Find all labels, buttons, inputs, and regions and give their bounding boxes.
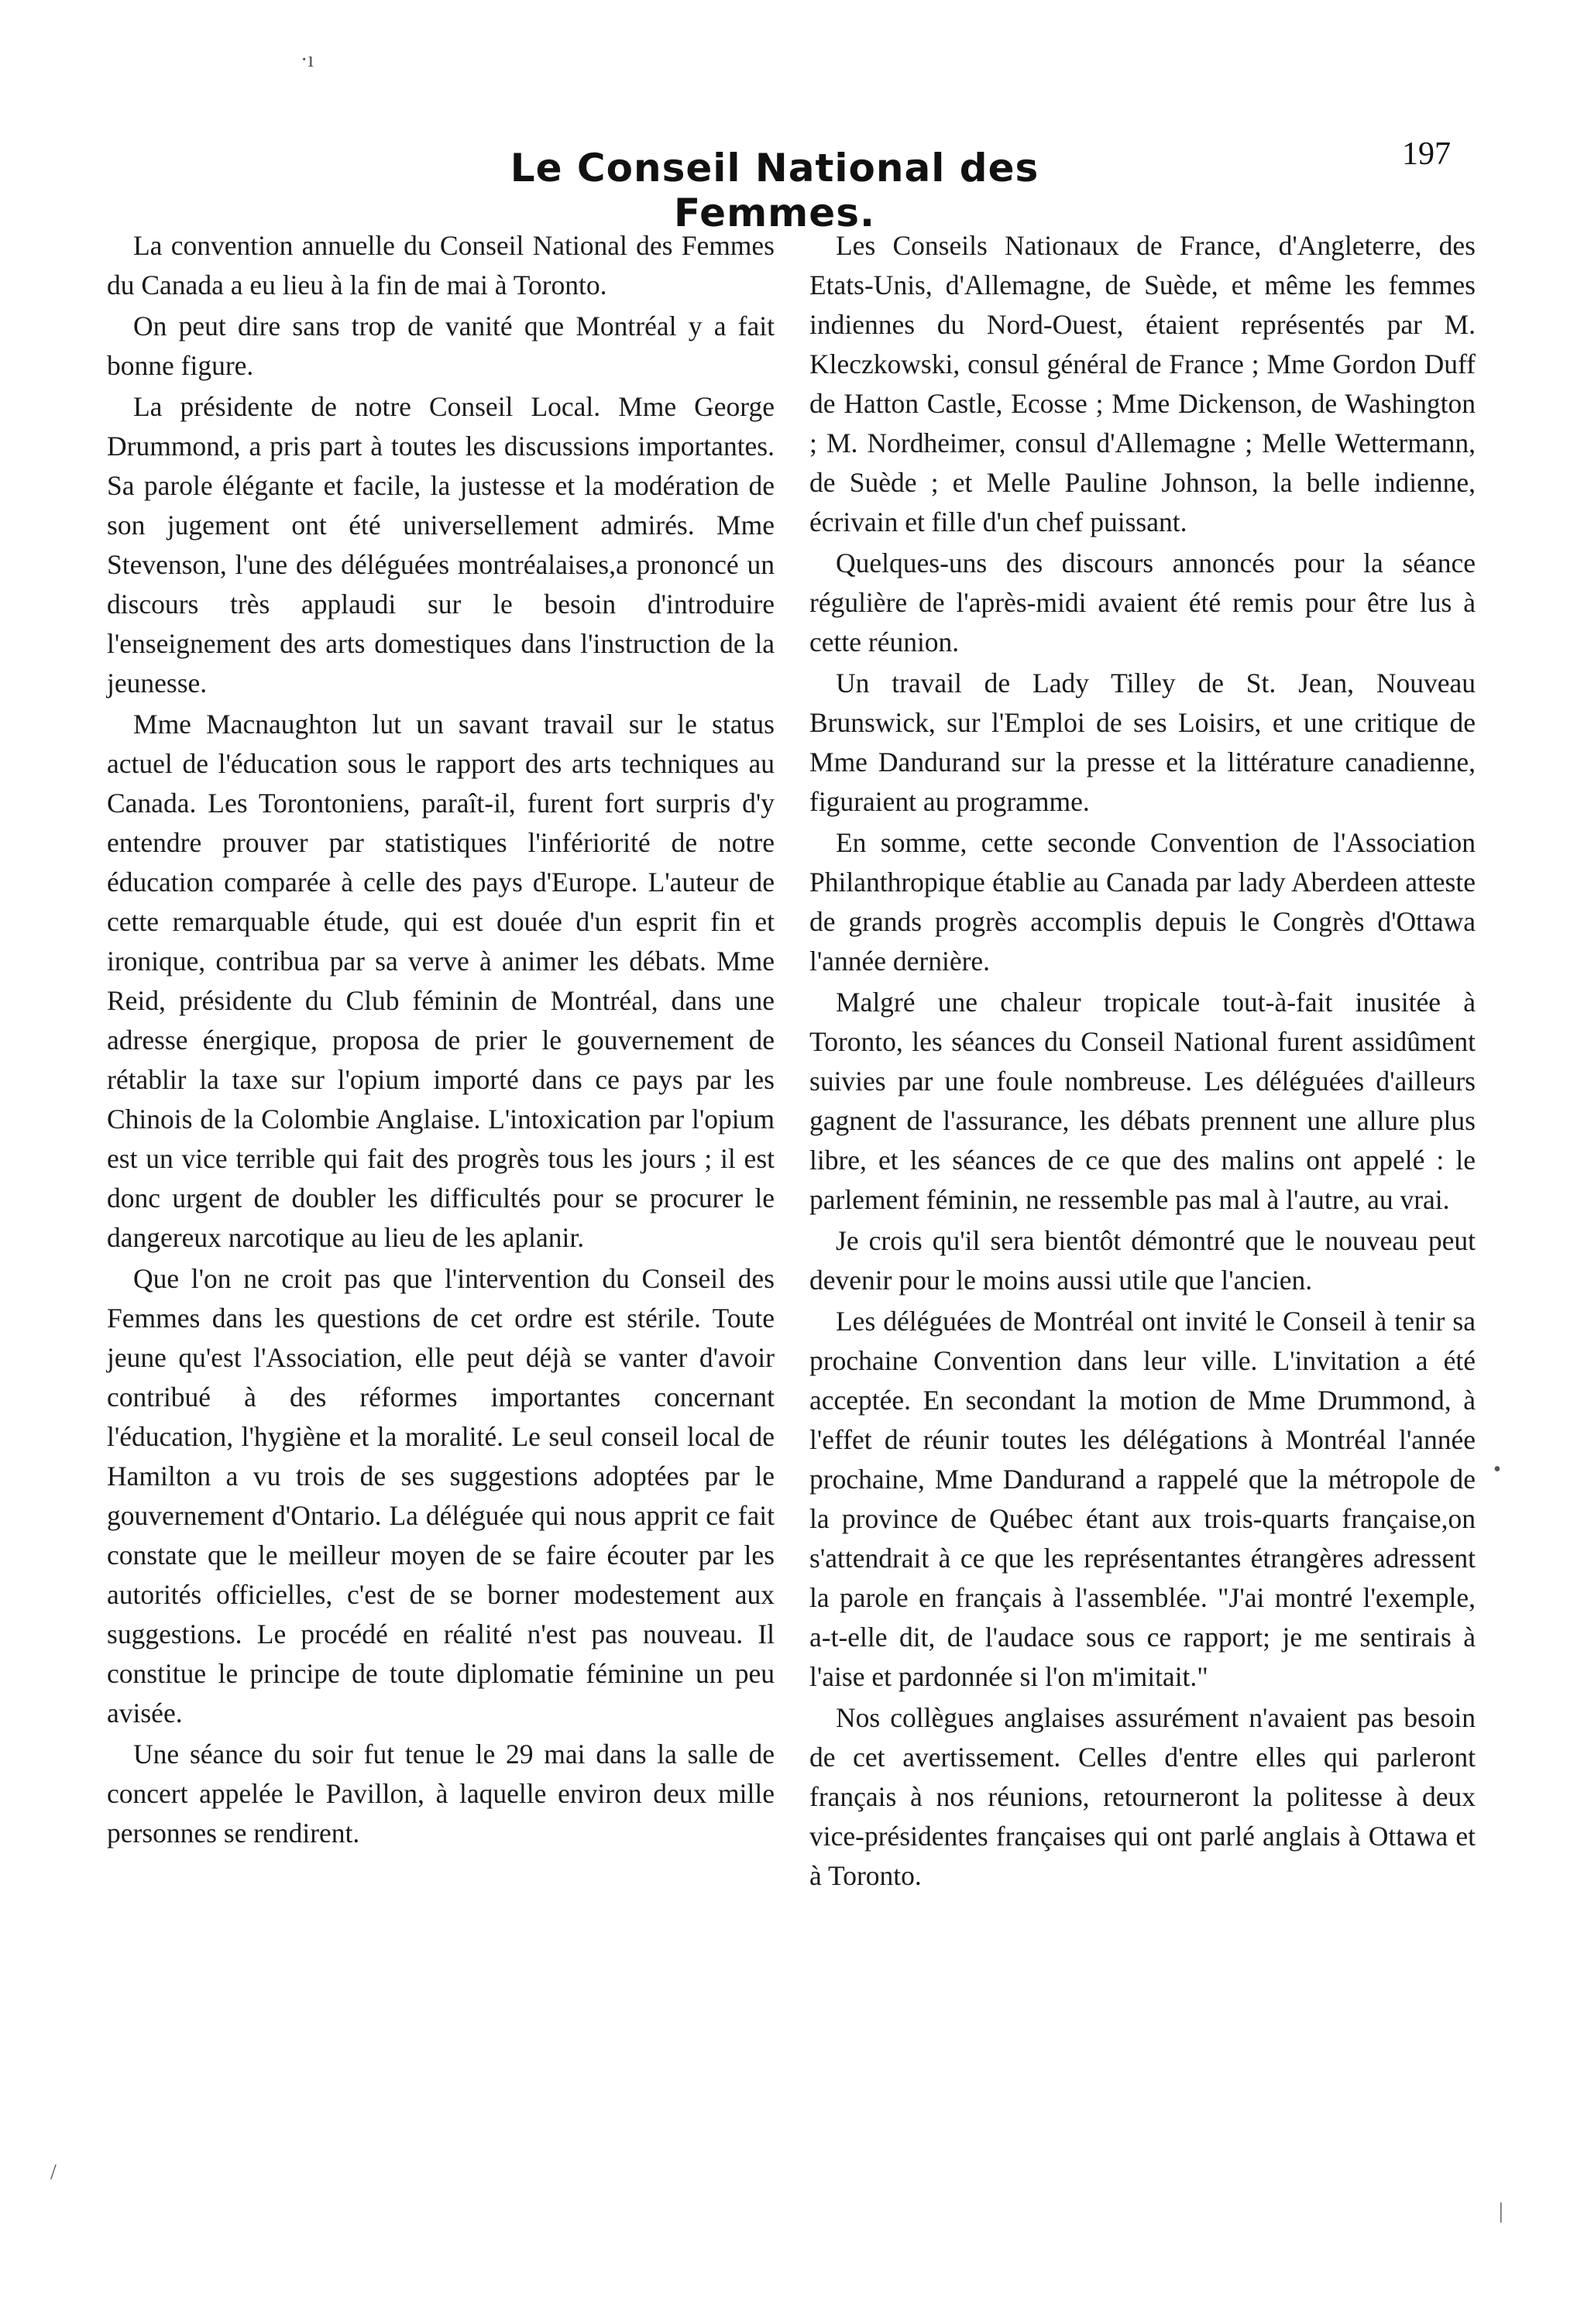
paragraph: Je crois qu'il sera bientôt démontré que le nouveau peut devenir pour le moins aussi utile que l'ancien. bbox=[809, 1225, 1476, 1296]
paragraph: Mme Macnaughton lut un savant travail sur le status actuel de l'éducation sous le rapport des arts techniques au Canada. Les Torontoniens, paraît-il, furent fort surpris d'y entendre prouver par statistiques l'infériorité de notre éducation comparée à celle des pays d'Europe. L'auteur de cette remarquable étude, qui est douée d'un esprit fin et ironique, contribua par sa verve à animer les débats. Mme Reid, présidente du Club féminin de Montréal, dans une adresse énergique, proposa de prier le gouvernement de rétablir la taxe sur l'opium importé dans ce pays par les Chinois de la Colombie Anglaise. L'intoxication par l'opium est un vice terrible qui fait des progrès tous les jours ; il est donc urgent de doubler les difficultés pour se procurer le dangereux narcotique au lieu de les aplanir. bbox=[107, 709, 775, 1253]
paragraph: Malgré une chaleur tropicale tout-à-fait inusitée à Toronto, les séances du Conseil National furent assidûment suivies par une foule nombreuse. Les déléguées d'ailleurs gagnent de l'assurance, les débats prennent une allure plus libre, et les séances de ce que des malins ont appelé : le parlement féminin, ne ressemble pas mal à l'autre, au vrai. bbox=[809, 987, 1476, 1215]
scan-mark: / bbox=[50, 2161, 57, 2185]
paragraph: La convention annuelle du Conseil National des Femmes du Canada a eu lieu à la fin de mai à Toronto. bbox=[107, 230, 775, 300]
paragraph: Une séance du soir fut tenue le 29 mai dans la salle de concert appelée le Pavillon, à laquelle environ deux mille personnes se rendirent. bbox=[107, 1739, 775, 1849]
scan-mark: • bbox=[1493, 1457, 1501, 1481]
page-number: 197 bbox=[1402, 136, 1451, 172]
paragraph: La présidente de notre Conseil Local. Mme George Drummond, a pris part à toutes les discussions importantes. Sa parole élégante et facile, la justesse et la modération de son jugement ont été universellement admirés. Mme Stevenson, l'une des déléguées montréalaises,a prononcé un discours très applaudi sur le besoin d'introduire l'enseignement des arts domestiques dans l'instruction de la jeunesse. bbox=[107, 391, 775, 699]
paragraph: Les Conseils Nationaux de France, d'Angleterre, des Etats-Unis, d'Allemagne, de Suède, et même les femmes indiennes du Nord-Ouest, étaient représentés par M. Kleczkowski, consul général de France ; Mme Gordon Duff de Hatton Castle, Ecosse ; Mme Dickenson, de Washington ; M. Nordheimer, consul d'Allemagne ; Melle Wettermann, de Suède ; et Melle Pauline Johnson, la belle indienne, écrivain et fille d'un chef puissant. bbox=[809, 230, 1476, 537]
left-column bbox=[107, 226, 775, 1855]
paragraph: On peut dire sans trop de vanité que Montréal y a fait bonne figure. bbox=[107, 311, 775, 381]
scan-mark: | bbox=[1499, 2199, 1503, 2223]
paragraph: Nos collègues anglaises assurément n'avaient pas besoin de cet avertissement. Celles d'entre elles qui parleront français à nos réunions, retourneront la politesse à deux vice-présidentes françaises qui ont parlé anglais à Ottawa et à Toronto. bbox=[809, 1702, 1476, 1891]
article-title: Le Conseil National des Femmes. bbox=[510, 146, 1039, 235]
scan-mark: ·ı bbox=[301, 48, 314, 72]
paragraph: Un travail de Lady Tilley de St. Jean, Nouveau Brunswick, sur l'Emploi de ses Loisirs, et une critique de Mme Dandurand sur la presse et la littérature canadienne, figuraient au programme. bbox=[809, 668, 1476, 817]
right-column bbox=[809, 226, 1476, 1897]
paragraph: Quelques-uns des discours annoncés pour la séance régulière de l'après-midi avaient été remis pour être lus à cette réunion. bbox=[809, 548, 1476, 657]
paragraph: En somme, cette seconde Convention de l'Association Philanthropique établie au Canada par lady Aberdeen atteste de grands progrès accomplis depuis le Congrès d'Ottawa l'année dernière. bbox=[809, 827, 1476, 977]
paragraph: Les déléguées de Montréal ont invité le Conseil à tenir sa prochaine Convention dans leur ville. L'invitation a été acceptée. En secondant la motion de Mme Drummond, à l'effet de réunir toutes les délégations à Montréal l'année prochaine, Mme Dandurand a rappelé que la métropole de la province de Québec étant aux trois-quarts française,on s'attendrait à ce que les représentantes étrangères adressent la parole en français à l'assemblée. "J'ai montré l'exemple, a-t-elle dit, de l'audace sous ce rapport; je me sentirais à l'aise et pardonnée si l'on m'imitait." bbox=[809, 1306, 1476, 1692]
paragraph: Que l'on ne croit pas que l'intervention du Conseil des Femmes dans les questions de cet ordre est stérile. Toute jeune qu'est l'Association, elle peut déjà se vanter d'avoir contribué à des réformes importantes concernant l'éducation, l'hygiène et la moralité. Le seul conseil local de Hamilton a vu trois de ses suggestions adoptées par le gouvernement d'Ontario. La déléguée qui nous apprit ce fait constate que le meilleur moyen de se faire écouter par les autorités officielles, c'est de se borner modestement aux suggestions. Le procédé en réalité n'est pas nouveau. Il constitue le principe de toute diplomatie féminine un peu avisée. bbox=[107, 1263, 775, 1728]
